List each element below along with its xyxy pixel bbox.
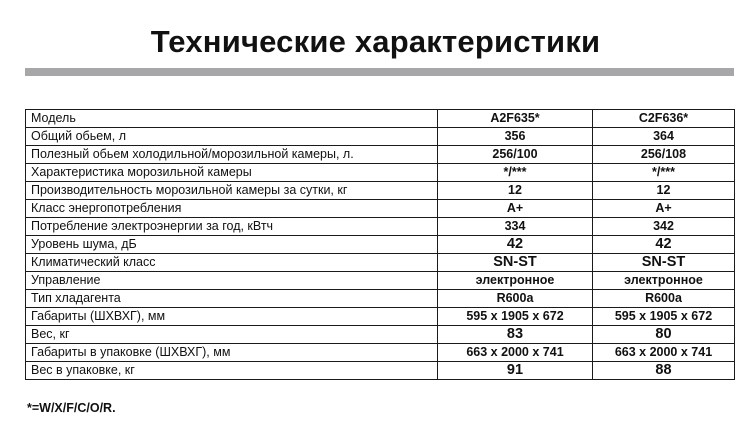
row-label: Вес в упаковке, кг: [26, 362, 438, 380]
value-c2f636: 256/108: [593, 146, 735, 164]
value-c2f636: 42: [593, 236, 735, 254]
row-label: Производительность морозильной камеры за сутки, кг: [26, 182, 438, 200]
value-a2f635: 595 x 1905 x 672: [438, 308, 593, 326]
page-title: Технические характеристики: [150, 24, 601, 59]
value-c2f636: 80: [593, 326, 735, 344]
row-label: Габариты в упаковке (ШХВХГ), мм: [26, 344, 438, 362]
value-c2f636: SN-ST: [593, 254, 735, 272]
value-c2f636: 364: [593, 128, 735, 146]
table-row: [26, 128, 735, 146]
value-a2f635: электронное: [438, 272, 593, 290]
row-label: Общий обьем, л: [26, 128, 438, 146]
row-label: Класс энергопотребления: [26, 200, 438, 218]
table-row: [26, 218, 735, 236]
value-c2f636: 595 x 1905 x 672: [593, 308, 735, 326]
value-c2f636: A+: [593, 200, 735, 218]
value-a2f635: 83: [438, 326, 593, 344]
value-a2f635: A+: [438, 200, 593, 218]
column-header-a2f635: A2F635*: [438, 110, 593, 128]
value-c2f636: 88: [593, 362, 735, 380]
value-c2f636: R600a: [593, 290, 735, 308]
column-header-c2f636: C2F636*: [593, 110, 735, 128]
table-header-row: [26, 110, 735, 128]
table-row: [26, 164, 735, 182]
value-c2f636: 663 x 2000 x 741: [593, 344, 735, 362]
table-row: [26, 236, 735, 254]
value-a2f635: 12: [438, 182, 593, 200]
row-label: Полезный обьем холодильной/морозильной камеры, л.: [26, 146, 438, 164]
row-label: Вес, кг: [26, 326, 438, 344]
table-row: [26, 182, 735, 200]
value-a2f635: 334: [438, 218, 593, 236]
specifications-table: [25, 109, 735, 380]
row-label: Характеристика морозильной камеры: [26, 164, 438, 182]
value-c2f636: электронное: [593, 272, 735, 290]
table-row: [26, 254, 735, 272]
footnote: *=W/X/F/C/O/R.: [27, 401, 116, 415]
value-a2f635: SN-ST: [438, 254, 593, 272]
value-c2f636: */***: [593, 164, 735, 182]
value-a2f635: 42: [438, 236, 593, 254]
value-a2f635: 356: [438, 128, 593, 146]
row-label: Уровень шума, дБ: [26, 236, 438, 254]
value-a2f635: R600a: [438, 290, 593, 308]
table-row: [26, 344, 735, 362]
value-a2f635: */***: [438, 164, 593, 182]
row-label: Тип хладагента: [26, 290, 438, 308]
row-label: Управление: [26, 272, 438, 290]
title-divider: [25, 68, 734, 76]
table-row: [26, 272, 735, 290]
value-c2f636: 342: [593, 218, 735, 236]
value-c2f636: 12: [593, 182, 735, 200]
value-a2f635: 663 x 2000 x 741: [438, 344, 593, 362]
row-label: Габариты (ШХВХГ), мм: [26, 308, 438, 326]
table-row: [26, 146, 735, 164]
table-row: [26, 326, 735, 344]
value-a2f635: 91: [438, 362, 593, 380]
row-label: Потребление электроэнергии за год, кВтч: [26, 218, 438, 236]
row-label: Климатический класс: [26, 254, 438, 272]
table-row: [26, 308, 735, 326]
table-row: [26, 290, 735, 308]
column-header-model: Модель: [26, 110, 438, 128]
table-row: [26, 200, 735, 218]
table-row: [26, 362, 735, 380]
value-a2f635: 256/100: [438, 146, 593, 164]
